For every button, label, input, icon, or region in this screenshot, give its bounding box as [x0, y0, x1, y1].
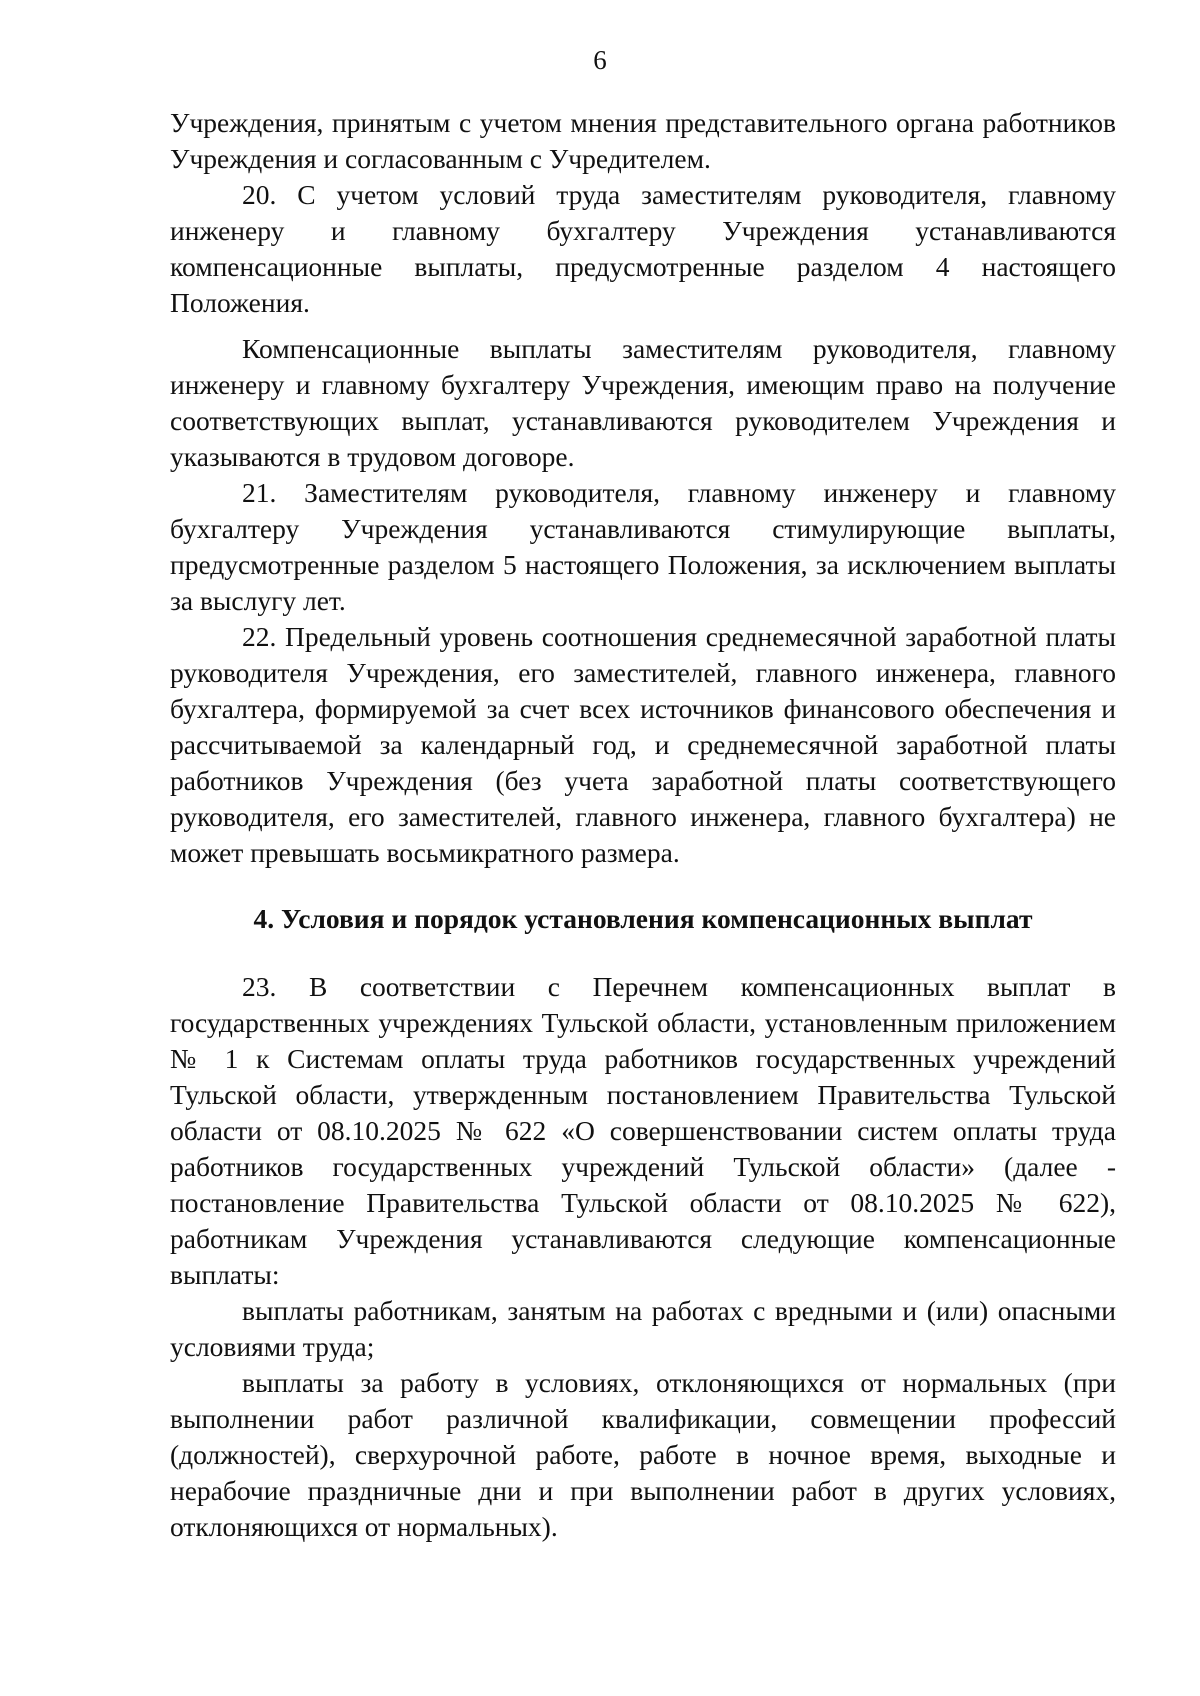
paragraph-20: 20. С учетом условий труда заместителям руководителя, главному инженеру и главному бухгалтеру Учреждения устанавливаются компенсационные выплаты, предусмотренные разделом 4 настоящего Положения.: [170, 179, 1116, 318]
paragraph-continuation: Учреждения, принятым с учетом мнения представительного органа работников Учреждения и согласованным с Учредителем.: [170, 107, 1116, 174]
list-item-harmful-conditions: выплаты работникам, занятым на работах с вредными и (или) опасными условиями труда;: [170, 1295, 1116, 1362]
paragraph-spacer: [170, 321, 1116, 331]
paragraph-22: 22. Предельный уровень соотношения среднемесячной заработной платы руководителя Учреждения, его заместителей, главного инженера, главного бухгалтера, формируемой за счет всех источников финансового обеспечения и рассчитываемой за календарный год, и среднемесячной заработной платы работников Учреждения (без учета заработной платы соответствующего руководителя, его заместителей, главного инженера, главного бухгалтера) не может превышать восьмикратного размера.: [170, 621, 1116, 868]
section-heading: 4. Условия и порядок установления компенсационных выплат: [253, 903, 1033, 934]
document-body: [170, 105, 1116, 1545]
paragraph-21: 21. Заместителям руководителя, главному инженеру и главному бухгалтеру Учреждения устанавливаются стимулирующие выплаты, предусмотренные разделом 5 настоящего Положения, за исключением выплаты за выслугу лет.: [170, 477, 1116, 616]
page-number: 6: [593, 45, 607, 75]
paragraph-23: 23. В соответствии с Перечнем компенсационных выплат в государственных учреждениях Тульской области, установленным приложением № 1 к Системам оплаты труда работников государственных учреждений Тульской области, утвержденным постановлением Правительства Тульской области от 08.10.2025 № 622 «О совершенствовании систем оплаты труда работников государственных учреждений Тульской области» (далее - постановление Правительства Тульской области от 08.10.2025 № 622), работникам Учреждения устанавливаются следующие компенсационные выплаты:: [170, 971, 1116, 1290]
paragraph-20-compensation: Компенсационные выплаты заместителям руководителя, главному инженеру и главному бухгалтеру Учреждения, имеющим право на получение соответствующих выплат, устанавливаются руководителем Учреждения и указываются в трудовом договоре.: [170, 333, 1116, 472]
list-item-abnormal-conditions: выплаты за работу в условиях, отклоняющихся от нормальных (при выполнении работ различной квалификации, совмещении профессий (должностей), сверхурочной работе, работе в ночное время, выходные и нерабочие праздничные дни и при выполнении работ в других условиях, отклоняющихся от нормальных).: [170, 1367, 1116, 1542]
